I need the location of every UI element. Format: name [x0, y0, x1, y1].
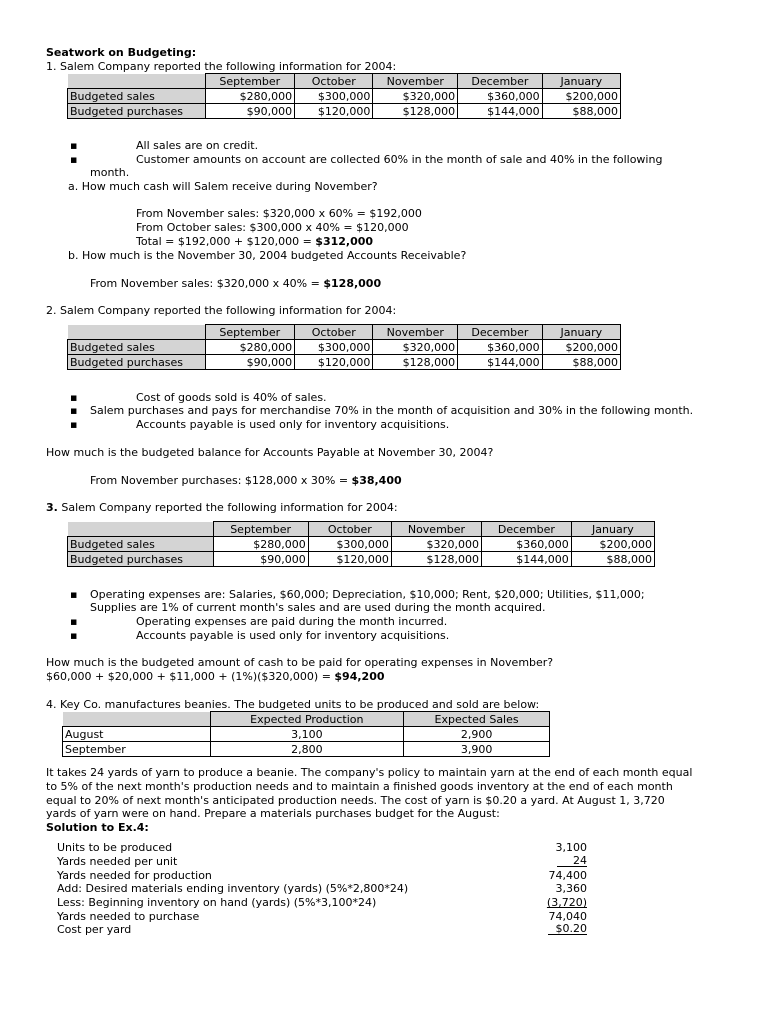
row-label: Budgeted sales: [68, 89, 206, 104]
solution-value: 3,360: [555, 882, 587, 895]
table-cell: $300,000: [295, 89, 373, 104]
paragraph-line: It takes 24 yards of yarn to produce a beanie. The company's policy to maintain yarn at the end of each month equal: [46, 766, 693, 779]
q3-question: How much is the budgeted amount of cash to be paid for operating expenses in November?: [46, 656, 554, 669]
table-cell: $128,000: [373, 355, 458, 370]
solution-title: Solution to Ex.4:: [46, 821, 149, 834]
answer-line: From November purchases: $128,000 x 30% = $38,400: [90, 474, 402, 487]
table-cell: $200,000: [542, 340, 620, 355]
table-cell: $320,000: [391, 537, 481, 552]
solution-value: 24: [557, 855, 587, 867]
solution-label: Yards needed per unit: [57, 855, 178, 868]
month-header: January: [542, 74, 620, 89]
q1-intro: 1. Salem Company reported the following information for 2004:: [46, 60, 397, 73]
table-cell: $90,000: [205, 355, 295, 370]
answer-line: From November sales: $320,000 x 60% = $192,000: [136, 207, 422, 220]
q3-budget-table: [67, 521, 655, 567]
solution-value: 74,400: [548, 869, 587, 882]
paragraph-line: yards of yarn were on hand. Prepare a materials purchases budget for the August:: [46, 807, 500, 820]
answer-line: Total = $192,000 + $120,000 = $312,000: [136, 235, 374, 248]
table-cell: $88,000: [542, 104, 620, 119]
month-header: November: [373, 74, 458, 89]
paragraph-line: equal to 20% of next month's anticipated production needs. The cost of yarn is $0.20 a yard. At August 1, 3,720: [46, 794, 665, 807]
solution-label: Yards needed for production: [57, 869, 212, 882]
row-label: Budgeted sales: [68, 340, 206, 355]
q1-budget-table: [67, 73, 621, 119]
table-cell: $320,000: [373, 89, 458, 104]
row-label: Budgeted sales: [68, 537, 214, 552]
answer-line: From October sales: $300,000 x 40% = $120,000: [136, 221, 409, 234]
table-cell: $120,000: [308, 552, 391, 567]
solution-value: 74,040: [548, 910, 587, 923]
month-header: October: [295, 325, 373, 340]
table-cell: $360,000: [458, 89, 543, 104]
solution-label: Less: Beginning inventory on hand (yards) (5%*3,100*24): [57, 896, 377, 909]
paragraph-line: to 5% of the next month's production needs and to maintain a finished goods inventory at the end of each month: [46, 780, 673, 793]
row-label: September: [63, 742, 211, 757]
table-cell: $120,000: [295, 104, 373, 119]
answer-total: $128,000: [323, 277, 382, 290]
table-cell: $120,000: [295, 355, 373, 370]
table-cell: 2,800: [210, 742, 404, 757]
solution-label: Cost per yard: [57, 923, 132, 936]
answer-line: From November sales: $320,000 x 40% = $128,000: [90, 277, 382, 290]
answer-total: $312,000: [315, 235, 374, 248]
table-cell: $360,000: [458, 340, 543, 355]
month-header: January: [571, 522, 654, 537]
list-item-continuation: Supplies are 1% of current month's sales and are used during the month acquired.: [90, 601, 546, 614]
month-header: December: [458, 325, 543, 340]
month-header: September: [213, 522, 308, 537]
table-cell: 3,100: [210, 727, 404, 742]
table-cell: $200,000: [571, 537, 654, 552]
table-cell: 3,900: [404, 742, 550, 757]
table-cell: $300,000: [295, 340, 373, 355]
page-title: Seatwork on Budgeting:: [46, 46, 197, 59]
table-cell: $280,000: [205, 340, 295, 355]
answer-total: $94,200: [334, 670, 385, 683]
month-header: November: [391, 522, 481, 537]
solution-value: $0.20: [548, 923, 588, 935]
answer-total: $38,400: [351, 474, 402, 487]
table-cell: $90,000: [205, 104, 295, 119]
solution-label: Yards needed to purchase: [57, 910, 200, 923]
table-cell: $128,000: [391, 552, 481, 567]
q2-question: How much is the budgeted balance for Accounts Payable at November 30, 2004?: [46, 446, 494, 459]
table-cell: $144,000: [458, 355, 543, 370]
table-cell: $280,000: [205, 89, 295, 104]
row-label: August: [63, 727, 211, 742]
table-cell: 2,900: [404, 727, 550, 742]
row-label: Budgeted purchases: [68, 552, 214, 567]
question-a: a. How much cash will Salem receive during November?: [68, 180, 378, 193]
month-header: December: [458, 74, 543, 89]
solution-value: 3,100: [555, 841, 587, 854]
table-cell: $90,000: [213, 552, 308, 567]
column-header: Expected Sales: [404, 712, 550, 727]
question-b: b. How much is the November 30, 2004 budgeted Accounts Receivable?: [68, 249, 467, 262]
table-cell: $88,000: [571, 552, 654, 567]
answer-line: $60,000 + $20,000 + $11,000 + (1%)($320,000) = $94,200: [46, 670, 385, 683]
list-item-continuation: month.: [90, 166, 130, 179]
row-label: Budgeted purchases: [68, 355, 206, 370]
month-header: September: [205, 74, 295, 89]
month-header: November: [373, 325, 458, 340]
q2-intro: 2. Salem Company reported the following information for 2004:: [46, 304, 397, 317]
table-cell: $200,000: [542, 89, 620, 104]
month-header: September: [205, 325, 295, 340]
table-cell: $128,000: [373, 104, 458, 119]
table-cell: $88,000: [542, 355, 620, 370]
month-header: December: [481, 522, 571, 537]
month-header: October: [308, 522, 391, 537]
table-cell: $320,000: [373, 340, 458, 355]
solution-label: Add: Desired materials ending inventory (yards) (5%*2,800*24): [57, 882, 409, 895]
table-cell: $300,000: [308, 537, 391, 552]
column-header: Expected Production: [210, 712, 404, 727]
table-cell: $360,000: [481, 537, 571, 552]
table-cell: $144,000: [481, 552, 571, 567]
table-cell: $144,000: [458, 104, 543, 119]
month-header: October: [295, 74, 373, 89]
solution-value: (3,720): [546, 896, 587, 909]
q4-production-table: [62, 711, 550, 757]
solution-label: Units to be produced: [57, 841, 173, 854]
q2-budget-table: [67, 324, 621, 370]
month-header: January: [542, 325, 620, 340]
row-label: Budgeted purchases: [68, 104, 206, 119]
q4-intro: 4. Key Co. manufactures beanies. The budgeted units to be produced and sold are below:: [46, 698, 540, 711]
table-cell: $280,000: [213, 537, 308, 552]
q3-intro: 3. Salem Company reported the following information for 2004:: [46, 501, 398, 514]
